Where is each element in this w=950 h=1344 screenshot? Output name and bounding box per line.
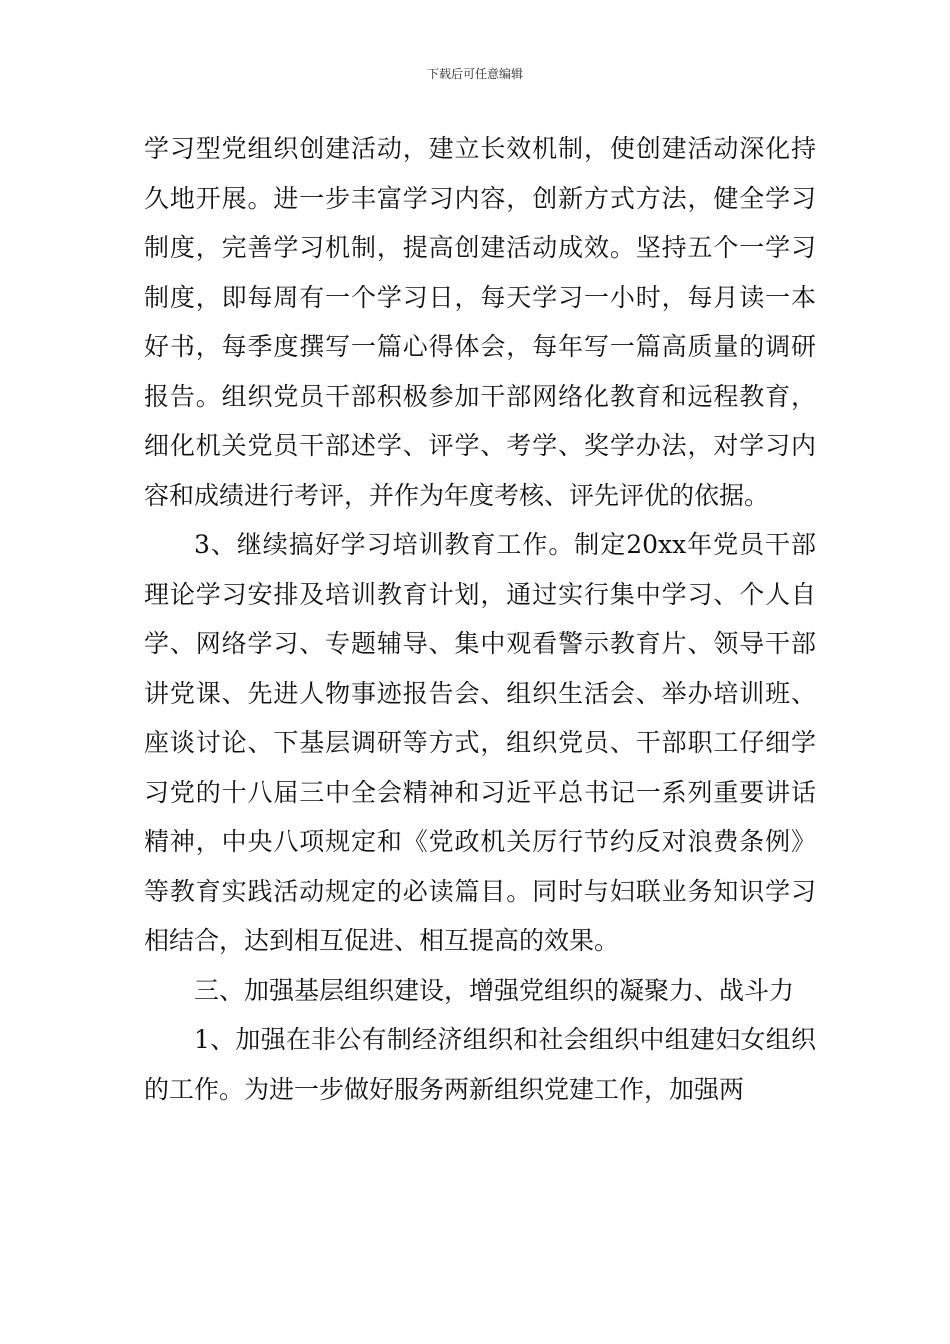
paragraph-continuation: 学习型党组织创建活动，建立长效机制，使创建活动深化持久地开展。进一步丰富学习内容，创新方式方法，健全学习制度，完善学习机制，提高创建活动成效。坚持五个一学习制度，即每周有一个学习日，每天学习一小时，每月读一本好书，每季度撰写一篇心得体会，每年写一篇高质量的调研报告。组织党员干部积极参加干部网络化教育和远程教育，细化机关党员干部述学、评学、考学、奖学办法，对学习内容和成绩进行考评，并作为年度考核、评先评优的依据。 <box>144 134 816 510</box>
paragraph-training: 3、继续搞好学习培训教育工作。制定20xx年党员干部理论学习安排及培训教育计划，通过实行集中学习、个人自学、网络学习、专题辅导、集中观看警示教育片、领导干部讲党课、先进人物事迹报告会、组织生活会、举办培训班、座谈讨论、下基层调研等方式，组织党员、干部职工仔细学习党的十八届三中全会精神和习近平总书记一系列重要讲话精神，中央八项规定和《党政机关厉行节约反对浪费条例》等教育实践活动规定的必读篇目。同时与妇联业务知识学习相结合，达到相互促进、相互提高的效果。 <box>144 530 816 955</box>
document-body <box>144 124 816 1114</box>
paragraph-womens-organizations: 1、加强在非公有制经济组织和社会组织中组建妇女组织的工作。为进一步做好服务两新组织党建工作，加强两 <box>144 1025 816 1104</box>
section-heading-grassroots: 三、加强基层组织建设，增强党组织的凝聚力、战斗力 <box>194 975 795 1005</box>
header-note: 下载后可任意编辑 <box>426 67 523 81</box>
